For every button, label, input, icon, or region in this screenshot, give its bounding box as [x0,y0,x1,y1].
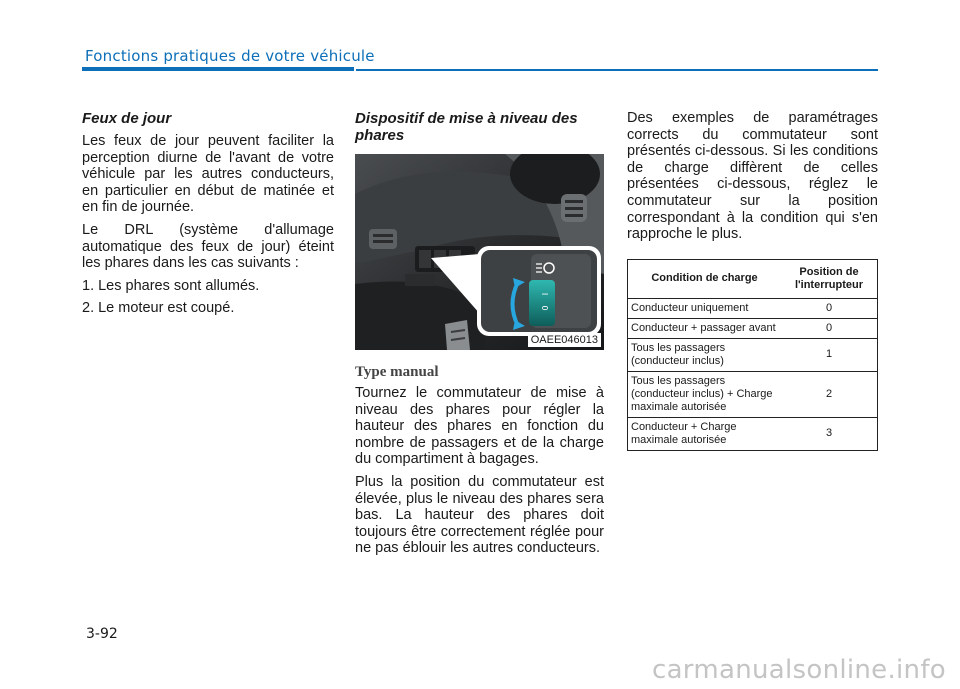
header-condition: Condition de charge [628,259,782,298]
position-cell: 1 [781,338,878,371]
section-title: Fonctions pratiques de votre véhicule [85,47,375,65]
header-rule-accent [82,67,354,71]
drl-paragraph: Le DRL (système d'allumage automatique des feux de jour) éteint les phares dans les cas suivants : [82,221,334,272]
drl-paragraph: Les feux de jour peuvent faciliter la perception diurne de l'avant de votre véhicule par les autres conducteurs, en particulier en début de matinée et en fin de journée. [82,133,334,216]
column-drl [82,110,334,323]
manual-type-heading: Type manual [355,364,439,380]
leveling-heading: Dispositif de mise à niveau des phares [355,110,578,144]
condition-cell: Conducteur + passager avant [628,318,782,338]
column-settings-examples [627,110,878,451]
table-row [628,298,878,318]
settings-intro: Des exemples de paramétrages corrects du commutateur sont présentés ci-dessous. Si les conditions de charge diffèrent de celles présentées ci-dessous, réglez le commutateur sur la position correspondant à la condition qui s'en rapproche le plus. [627,110,878,243]
dashboard-photo [355,154,604,350]
position-cell: 3 [781,417,878,450]
condition-cell: Tous les passagers (conducteur inclus) + Charge maximale autorisée [628,371,782,417]
load-condition-table [627,259,878,451]
leveling-paragraph: Plus la position du commutateur est élevée, plus le niveau des phares sera bas. La hauteur des phares doit toujours être correctement réglée pour ne pas éblouir les autres conducteurs. [355,473,604,557]
condition-cell: Tous les passagers (conducteur inclus) [628,338,782,371]
drl-list-item: 2. Le moteur est coupé. [82,300,235,317]
drl-heading: Feux de jour [82,110,172,127]
column-headlight-leveling [355,110,604,563]
table-row [628,338,878,371]
header-position: Position de l'interrupteur [781,259,878,298]
leveling-paragraph: Tournez le commutateur de mise à niveau des phares pour régler la hauteur des phares en fonction du nombre de passagers et de la charge du compartiment à bagages. [355,385,604,468]
svg-text:I: I [540,292,549,296]
position-cell: 2 [781,371,878,417]
watermark: carmanualsonline.info [651,655,946,685]
condition-cell: Conducteur + Charge maximale autorisée [628,417,782,450]
table-row [628,371,878,417]
svg-text:0: 0 [540,305,549,311]
page-number: 3-92 [86,626,118,642]
position-cell: 0 [781,318,878,338]
figure-code: OAEE046013 [528,333,601,347]
table-row [628,318,878,338]
condition-cell: Conducteur uniquement [628,298,782,318]
leveling-switch-illustration [355,154,604,350]
position-cell: 0 [781,298,878,318]
header-rule [356,69,878,71]
table-row [628,417,878,450]
drl-list-item: 1. Les phares sont allumés. [82,277,260,294]
table-header-row [628,259,878,298]
